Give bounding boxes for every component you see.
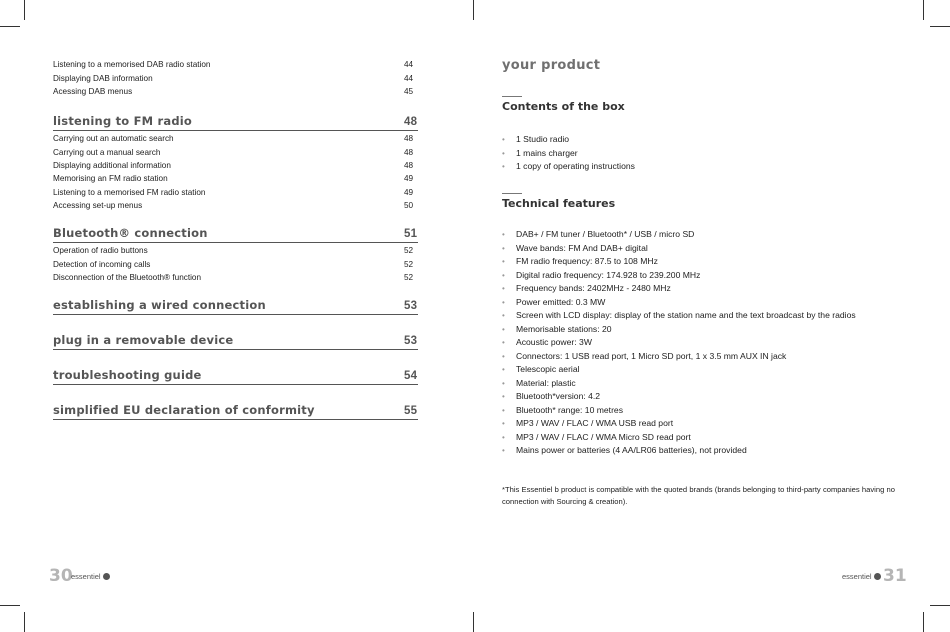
toc-section-bluetooth (53, 226, 418, 284)
toc-section-heading[interactable] (53, 298, 418, 315)
toc-entry[interactable] (53, 85, 418, 98)
toc-section-troubleshooting (53, 368, 418, 385)
list-item: • DAB+ / FM tuner / Bluetooth* / USB / micro SD (502, 228, 856, 242)
bullet-icon: • (502, 446, 505, 455)
toc-continued-list (53, 58, 418, 98)
toc-section-page: 53 (404, 300, 418, 312)
list-item: • MP3 / WAV / FLAC / WMA Micro SD read port (502, 431, 856, 445)
list-item: • MP3 / WAV / FLAC / WMA USB read port (502, 417, 856, 431)
brand-dot-icon (103, 573, 110, 580)
toc-entry-page: 52 (404, 246, 414, 256)
features-heading: Technical features (502, 197, 616, 210)
crop-mark (923, 612, 924, 632)
crop-mark (0, 605, 20, 606)
toc-entry[interactable] (53, 132, 418, 145)
toc-section-eu-declaration (53, 403, 418, 420)
toc-entry-label: Memorising an FM radio station (53, 174, 168, 184)
bullet-icon: • (502, 257, 505, 266)
toc-entry-page: 48 (404, 134, 414, 144)
list-item: • Material: plastic (502, 377, 856, 391)
toc-section-title: plug in a removable device (53, 333, 234, 347)
toc-section-title: troubleshooting guide (53, 368, 202, 382)
toc-entry[interactable] (53, 271, 418, 284)
list-item: • Memorisable stations: 20 (502, 323, 856, 337)
bullet-icon: • (502, 392, 505, 401)
bullet-icon: • (502, 297, 505, 307)
crop-mark (473, 612, 474, 632)
toc-entry-page: 48 (404, 147, 414, 157)
list-item: • Screen with LCD display: display of the station name and the text broadcast by the radios (502, 309, 856, 323)
bullet-icon: • (502, 284, 505, 293)
toc-entry-label: Listening to a memorised DAB radio station (53, 60, 211, 70)
bullet-icon: • (502, 148, 505, 158)
toc-entry[interactable] (53, 159, 418, 172)
toc-entry-label: Acessing DAB menus (53, 86, 133, 96)
toc-section-title: establishing a wired connection (53, 298, 266, 312)
toc-section-title: simplified EU declaration of conformity (53, 403, 315, 417)
brand-name: essentiel (842, 572, 872, 581)
list-item: • Digital radio frequency: 174.928 to 239.200 MHz (502, 269, 856, 283)
list-item: • Acoustic power: 3W (502, 336, 856, 350)
bullet-icon: • (502, 419, 505, 428)
toc-entry-label: Carrying out an automatic search (53, 134, 174, 144)
toc-entry-page: 49 (404, 174, 414, 184)
list-item: • Frequency bands: 2402MHz - 2480 MHz (502, 282, 856, 296)
toc-entry[interactable] (53, 257, 418, 270)
bullet-icon: • (502, 324, 505, 334)
toc-section-removable-device (53, 333, 418, 350)
contents-list (502, 133, 635, 174)
page-number-left: 30 (49, 566, 73, 586)
bullet-icon: • (502, 162, 505, 171)
bullet-icon: • (502, 432, 505, 442)
crop-mark (473, 0, 474, 20)
bullet-icon: • (502, 351, 505, 361)
toc-entry-page: 50 (404, 201, 414, 211)
toc-entry[interactable] (53, 186, 418, 199)
list-item: • Mains power or batteries (4 AA/LR06 batteries), not provided (502, 444, 856, 458)
toc-section-title: listening to FM radio (53, 114, 192, 128)
toc-entry-label: Disconnection of the Bluetooth® function (53, 272, 202, 282)
bullet-icon: • (502, 230, 505, 239)
bullet-icon: • (502, 405, 505, 415)
toc-entry[interactable] (53, 172, 418, 185)
heading-dash (502, 193, 522, 194)
toc-section-fm-radio (53, 114, 418, 212)
brand-logo-right (842, 572, 881, 581)
toc-section-page: 48 (404, 116, 418, 128)
brand-name: essentiel (71, 572, 101, 581)
toc-entry[interactable] (53, 244, 418, 257)
toc-entry-label: Displaying DAB information (53, 73, 153, 83)
toc-entry-label: Detection of incoming calls (53, 259, 151, 269)
toc-entry[interactable] (53, 58, 418, 71)
page-number-right: 31 (883, 566, 907, 586)
bullet-icon: • (502, 378, 505, 388)
toc-section-heading[interactable] (53, 368, 418, 385)
list-item: • Wave bands: FM And DAB+ digital (502, 242, 856, 256)
brand-dot-icon (874, 573, 881, 580)
toc-entry-page: 44 (404, 73, 414, 83)
list-item: • FM radio frequency: 87.5 to 108 MHz (502, 255, 856, 269)
crop-mark (930, 605, 950, 606)
toc-entry-label: Accessing set-up menus (53, 201, 143, 211)
list-item: • Connectors: 1 USB read port, 1 Micro SD port, 1 x 3.5 mm AUX IN jack (502, 350, 856, 364)
toc-entry-label: Carrying out a manual search (53, 147, 161, 157)
toc-section-wired-connection (53, 298, 418, 315)
bullet-icon: • (502, 135, 505, 144)
list-item: • Power emitted: 0.3 MW (502, 296, 856, 310)
brand-logo-left (71, 572, 110, 581)
toc-entry[interactable] (53, 199, 418, 212)
toc-entry-page: 52 (404, 259, 414, 269)
list-item: • Bluetooth* range: 10 metres (502, 404, 856, 418)
toc-section-heading[interactable] (53, 226, 418, 243)
toc-entry-page: 52 (404, 272, 414, 282)
bullet-icon: • (502, 311, 505, 320)
toc-entry-page: 45 (404, 86, 414, 96)
toc-entry-page: 44 (404, 60, 414, 70)
toc-section-page: 53 (404, 335, 418, 347)
crop-mark (24, 0, 25, 20)
list-item: • Telescopic aerial (502, 363, 856, 377)
toc-entry-page: 48 (404, 160, 414, 170)
crop-mark (0, 26, 20, 27)
heading-dash (502, 96, 522, 97)
toc-entry-label: Operation of radio buttons (53, 246, 148, 256)
crop-mark (930, 26, 950, 27)
crop-mark (24, 612, 25, 632)
list-item: • 1 mains charger (502, 147, 635, 161)
toc-section-page: 51 (404, 228, 418, 240)
list-item: • Bluetooth*version: 4.2 (502, 390, 856, 404)
crop-mark (923, 0, 924, 20)
toc-section-page: 54 (404, 370, 418, 382)
list-item: • 1 Studio radio (502, 133, 635, 147)
contents-heading: Contents of the box (502, 100, 625, 113)
toc-section-page: 55 (404, 405, 418, 417)
toc-section-title: Bluetooth® connection (53, 226, 208, 240)
toc-entry-label: Listening to a memorised FM radio station (53, 187, 206, 197)
list-item: • 1 copy of operating instructions (502, 160, 635, 174)
bullet-icon: • (502, 365, 505, 374)
bullet-icon: • (502, 338, 505, 347)
bullet-icon: • (502, 243, 505, 253)
toc-section-heading[interactable] (53, 114, 418, 131)
footnote: *This Essentiel b product is compatible with the quoted brands (brands belonging to third-party companies having no connection with Sourcing & creation). (502, 485, 895, 506)
toc-entry-label: Displaying additional information (53, 160, 171, 170)
toc-section-heading[interactable] (53, 333, 418, 350)
toc-entry-page: 49 (404, 187, 414, 197)
bullet-icon: • (502, 270, 505, 280)
toc-entry[interactable] (53, 71, 418, 84)
page-title: your product (502, 58, 601, 73)
toc-section-heading[interactable] (53, 403, 418, 420)
toc-entry[interactable] (53, 145, 418, 158)
features-list (502, 228, 856, 458)
